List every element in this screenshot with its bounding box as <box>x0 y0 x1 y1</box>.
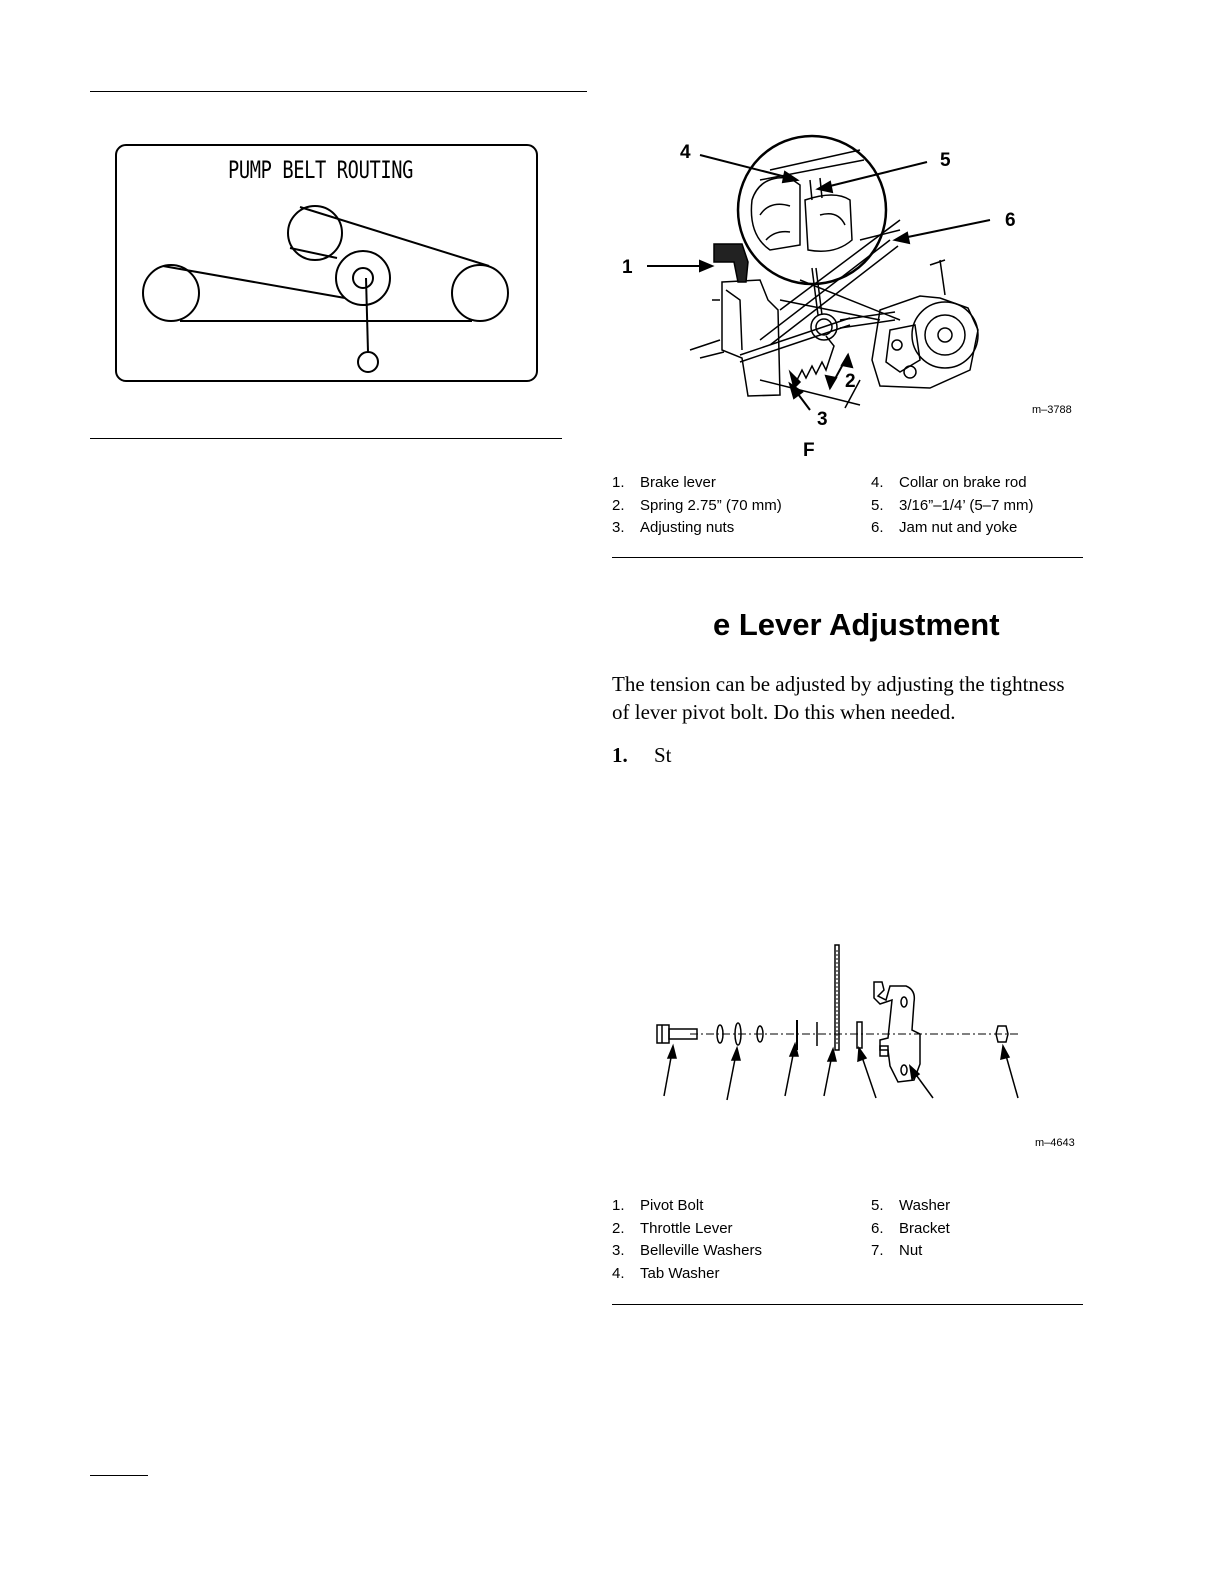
decal-title: PUMP BELT ROUTING <box>228 156 413 184</box>
section-heading: e Lever Adjustment <box>713 607 1000 642</box>
legend-item: 5. 3/16”–1/4’ (5–7 mm) <box>871 496 1034 514</box>
throttle-legend-left <box>612 1195 762 1285</box>
legend-item: 6. Jam nut and yoke <box>871 519 1018 536</box>
callout-6: 6 <box>1005 210 1016 231</box>
legend-item: 7. Nut <box>871 1242 923 1259</box>
legend-item: 6. Bracket <box>871 1219 950 1237</box>
legend-item: 1. Pivot Bolt <box>612 1197 704 1214</box>
legend-item: 3. Belleville Washers <box>612 1242 762 1259</box>
callout-5: 5 <box>940 150 951 171</box>
legend-item: 4. Collar on brake rod <box>871 474 1027 491</box>
legend-item: 5. Washer <box>871 1197 951 1214</box>
callout-2: 2 <box>845 371 856 392</box>
brake-figure-code: m–3788 <box>1032 404 1072 416</box>
section-paragraph-line-2: of lever pivot bolt. Do this when needed. <box>612 700 956 724</box>
callout-1: 1 <box>622 257 633 278</box>
callout-3: 3 <box>817 409 828 430</box>
throttle-legend-right <box>871 1195 950 1263</box>
throttle-figure-code: m–4643 <box>1035 1137 1075 1149</box>
legend-item: 2. Spring 2.75” (70 mm) <box>612 496 782 514</box>
step-text: St <box>654 743 672 767</box>
section-paragraph-line-1: The tension can be adjusted by adjusting the tightness <box>612 672 1065 696</box>
step-number: 1. <box>612 743 628 767</box>
legend-item: 3. Adjusting nuts <box>612 519 735 536</box>
callout-4: 4 <box>680 142 691 163</box>
throttle-figure-bottom-rule <box>612 1304 1083 1305</box>
legend-item: 2. Throttle Lever <box>612 1219 733 1237</box>
legend-item: 4. Tab Washer <box>612 1264 720 1282</box>
legend-item: 1. Brake lever <box>612 474 716 491</box>
figure-caption-fragment: F <box>803 440 815 461</box>
